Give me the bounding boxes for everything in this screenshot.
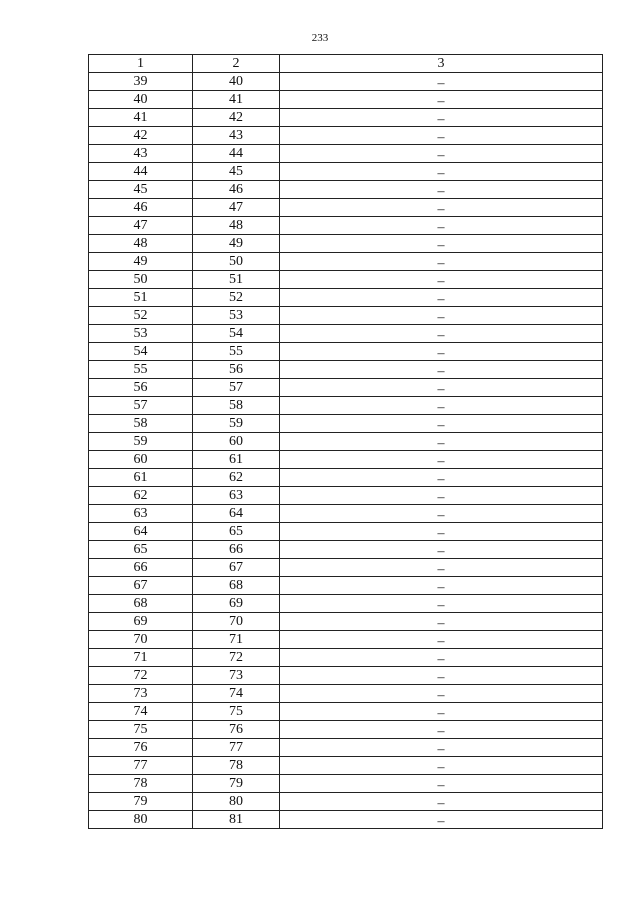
dash-cell (280, 415, 603, 433)
number-cell: 52 (89, 307, 193, 325)
dash-cell (280, 289, 603, 307)
number-cell: 72 (193, 649, 280, 667)
number-cell: 75 (193, 703, 280, 721)
dash-mark: – (437, 219, 445, 235)
number-cell: 59 (89, 433, 193, 451)
table-row (89, 667, 603, 685)
dash-cell (280, 775, 603, 793)
dash-cell (280, 505, 603, 523)
dash-cell (280, 811, 603, 829)
table-row (89, 109, 603, 127)
number-cell: 69 (89, 613, 193, 631)
dash-mark: – (437, 597, 445, 613)
dash-cell (280, 379, 603, 397)
dash-cell (280, 127, 603, 145)
table-row (89, 325, 603, 343)
dash-mark: – (437, 759, 445, 775)
dash-cell (280, 307, 603, 325)
table-row (89, 559, 603, 577)
dash-mark: – (437, 687, 445, 703)
table-row (89, 127, 603, 145)
dash-mark: – (437, 723, 445, 739)
number-cell: 41 (89, 109, 193, 127)
table-row (89, 451, 603, 469)
number-cell: 67 (193, 559, 280, 577)
number-cell: 74 (193, 685, 280, 703)
number-cell: 64 (193, 505, 280, 523)
table-row (89, 433, 603, 451)
dash-mark: – (437, 417, 445, 433)
number-cell: 46 (193, 181, 280, 199)
table-row (89, 631, 603, 649)
table-row (89, 181, 603, 199)
table-row (89, 721, 603, 739)
dash-mark: – (437, 489, 445, 505)
header-row (89, 55, 603, 73)
table-row (89, 649, 603, 667)
table-row (89, 757, 603, 775)
number-cell: 73 (89, 685, 193, 703)
number-cell: 58 (89, 415, 193, 433)
table-row (89, 379, 603, 397)
dash-mark: – (437, 435, 445, 451)
dash-mark: – (437, 165, 445, 181)
table-row (89, 793, 603, 811)
table-row (89, 235, 603, 253)
dash-cell (280, 793, 603, 811)
number-cell: 48 (89, 235, 193, 253)
number-cell: 55 (89, 361, 193, 379)
dash-cell (280, 649, 603, 667)
dash-mark: – (437, 93, 445, 109)
number-cell: 81 (193, 811, 280, 829)
dash-mark: – (437, 363, 445, 379)
dash-mark: – (437, 399, 445, 415)
number-cell: 75 (89, 721, 193, 739)
number-cell: 63 (193, 487, 280, 505)
number-cell: 53 (193, 307, 280, 325)
number-cell: 79 (193, 775, 280, 793)
number-cell: 61 (193, 451, 280, 469)
dash-mark: – (437, 633, 445, 649)
dash-cell (280, 757, 603, 775)
number-cell: 45 (193, 163, 280, 181)
number-cell: 55 (193, 343, 280, 361)
dash-mark: – (437, 147, 445, 163)
number-cell: 71 (89, 649, 193, 667)
number-cell: 76 (89, 739, 193, 757)
number-cell: 70 (193, 613, 280, 631)
number-cell: 52 (193, 289, 280, 307)
data-table (88, 54, 603, 829)
dash-mark: – (437, 75, 445, 91)
table-row (89, 271, 603, 289)
dash-mark: – (437, 669, 445, 685)
number-cell: 51 (193, 271, 280, 289)
number-cell: 80 (193, 793, 280, 811)
dash-mark: – (437, 291, 445, 307)
dash-mark: – (437, 507, 445, 523)
number-cell: 60 (89, 451, 193, 469)
dash-cell (280, 631, 603, 649)
number-cell: 65 (193, 523, 280, 541)
table-row (89, 775, 603, 793)
column-header: 2 (193, 55, 280, 73)
dash-cell (280, 145, 603, 163)
dash-cell (280, 685, 603, 703)
table-row (89, 739, 603, 757)
number-cell: 53 (89, 325, 193, 343)
table-row (89, 469, 603, 487)
table-row (89, 595, 603, 613)
dash-mark: – (437, 525, 445, 541)
dash-cell (280, 73, 603, 91)
dash-cell (280, 559, 603, 577)
number-cell: 78 (89, 775, 193, 793)
number-cell: 43 (89, 145, 193, 163)
dash-mark: – (437, 309, 445, 325)
dash-mark: – (437, 561, 445, 577)
dash-mark: – (437, 345, 445, 361)
number-cell: 62 (89, 487, 193, 505)
number-cell: 57 (89, 397, 193, 415)
table-row (89, 73, 603, 91)
number-cell: 49 (89, 253, 193, 271)
dash-mark: – (437, 615, 445, 631)
dash-mark: – (437, 453, 445, 469)
dash-mark: – (437, 741, 445, 757)
table-row (89, 523, 603, 541)
dash-mark: – (437, 543, 445, 559)
table-row (89, 307, 603, 325)
dash-cell (280, 487, 603, 505)
dash-cell (280, 253, 603, 271)
table-row (89, 577, 603, 595)
dash-mark: – (437, 705, 445, 721)
number-cell: 71 (193, 631, 280, 649)
number-cell: 72 (89, 667, 193, 685)
dash-cell (280, 451, 603, 469)
number-cell: 47 (89, 217, 193, 235)
dash-cell (280, 199, 603, 217)
number-cell: 73 (193, 667, 280, 685)
dash-mark: – (437, 183, 445, 199)
number-cell: 40 (89, 91, 193, 109)
dash-cell (280, 271, 603, 289)
column-header: 1 (89, 55, 193, 73)
table-row (89, 361, 603, 379)
table-row (89, 145, 603, 163)
table-row (89, 289, 603, 307)
number-cell: 56 (193, 361, 280, 379)
number-cell: 44 (193, 145, 280, 163)
number-cell: 42 (193, 109, 280, 127)
number-cell: 80 (89, 811, 193, 829)
number-cell: 54 (89, 343, 193, 361)
number-cell: 77 (193, 739, 280, 757)
dash-mark: – (437, 777, 445, 793)
number-cell: 44 (89, 163, 193, 181)
number-cell: 54 (193, 325, 280, 343)
dash-cell (280, 469, 603, 487)
dash-mark: – (437, 273, 445, 289)
dash-mark: – (437, 471, 445, 487)
dash-cell (280, 595, 603, 613)
dash-cell (280, 721, 603, 739)
table-row (89, 415, 603, 433)
dash-mark: – (437, 579, 445, 595)
dash-cell (280, 667, 603, 685)
dash-mark: – (437, 237, 445, 253)
number-cell: 74 (89, 703, 193, 721)
number-cell: 50 (89, 271, 193, 289)
number-cell: 49 (193, 235, 280, 253)
dash-mark: – (437, 651, 445, 667)
number-cell: 47 (193, 199, 280, 217)
number-cell: 46 (89, 199, 193, 217)
number-cell: 41 (193, 91, 280, 109)
dash-cell (280, 397, 603, 415)
table-row (89, 199, 603, 217)
dash-mark: – (437, 327, 445, 343)
number-cell: 67 (89, 577, 193, 595)
table-row (89, 397, 603, 415)
dash-cell (280, 91, 603, 109)
number-cell: 62 (193, 469, 280, 487)
number-cell: 77 (89, 757, 193, 775)
number-cell: 51 (89, 289, 193, 307)
number-cell: 61 (89, 469, 193, 487)
table-row (89, 163, 603, 181)
dash-cell (280, 541, 603, 559)
dash-cell (280, 181, 603, 199)
dash-cell (280, 217, 603, 235)
dash-cell (280, 163, 603, 181)
number-cell: 57 (193, 379, 280, 397)
table-row (89, 343, 603, 361)
dash-cell (280, 523, 603, 541)
number-cell: 43 (193, 127, 280, 145)
number-cell: 70 (89, 631, 193, 649)
table-row (89, 613, 603, 631)
number-cell: 39 (89, 73, 193, 91)
number-cell: 79 (89, 793, 193, 811)
number-cell: 66 (193, 541, 280, 559)
number-cell: 68 (193, 577, 280, 595)
page-number: 233 (311, 32, 329, 44)
table-body (89, 73, 603, 829)
dash-mark: – (437, 111, 445, 127)
dash-cell (280, 343, 603, 361)
number-cell: 42 (89, 127, 193, 145)
number-cell: 60 (193, 433, 280, 451)
dash-mark: – (437, 201, 445, 217)
dash-mark: – (437, 255, 445, 271)
dash-cell (280, 739, 603, 757)
number-cell: 69 (193, 595, 280, 613)
table-row (89, 703, 603, 721)
number-cell: 68 (89, 595, 193, 613)
dash-mark: – (437, 381, 445, 397)
number-cell: 45 (89, 181, 193, 199)
table-row (89, 685, 603, 703)
number-cell: 76 (193, 721, 280, 739)
table-row (89, 487, 603, 505)
dash-cell (280, 235, 603, 253)
number-cell: 59 (193, 415, 280, 433)
dash-cell (280, 703, 603, 721)
number-cell: 56 (89, 379, 193, 397)
dash-cell (280, 433, 603, 451)
number-cell: 58 (193, 397, 280, 415)
dash-cell (280, 109, 603, 127)
number-cell: 48 (193, 217, 280, 235)
column-header: 3 (280, 55, 603, 73)
table-row (89, 811, 603, 829)
number-cell: 50 (193, 253, 280, 271)
number-cell: 63 (89, 505, 193, 523)
dash-mark: – (437, 813, 445, 829)
number-cell: 65 (89, 541, 193, 559)
dash-cell (280, 613, 603, 631)
table-row (89, 217, 603, 235)
number-cell: 40 (193, 73, 280, 91)
table-row (89, 253, 603, 271)
number-cell: 64 (89, 523, 193, 541)
table-row (89, 91, 603, 109)
dash-cell (280, 361, 603, 379)
dash-mark: – (437, 795, 445, 811)
dash-cell (280, 577, 603, 595)
number-cell: 78 (193, 757, 280, 775)
table-row (89, 505, 603, 523)
dash-mark: – (437, 129, 445, 145)
dash-cell (280, 325, 603, 343)
number-cell: 66 (89, 559, 193, 577)
table-row (89, 541, 603, 559)
